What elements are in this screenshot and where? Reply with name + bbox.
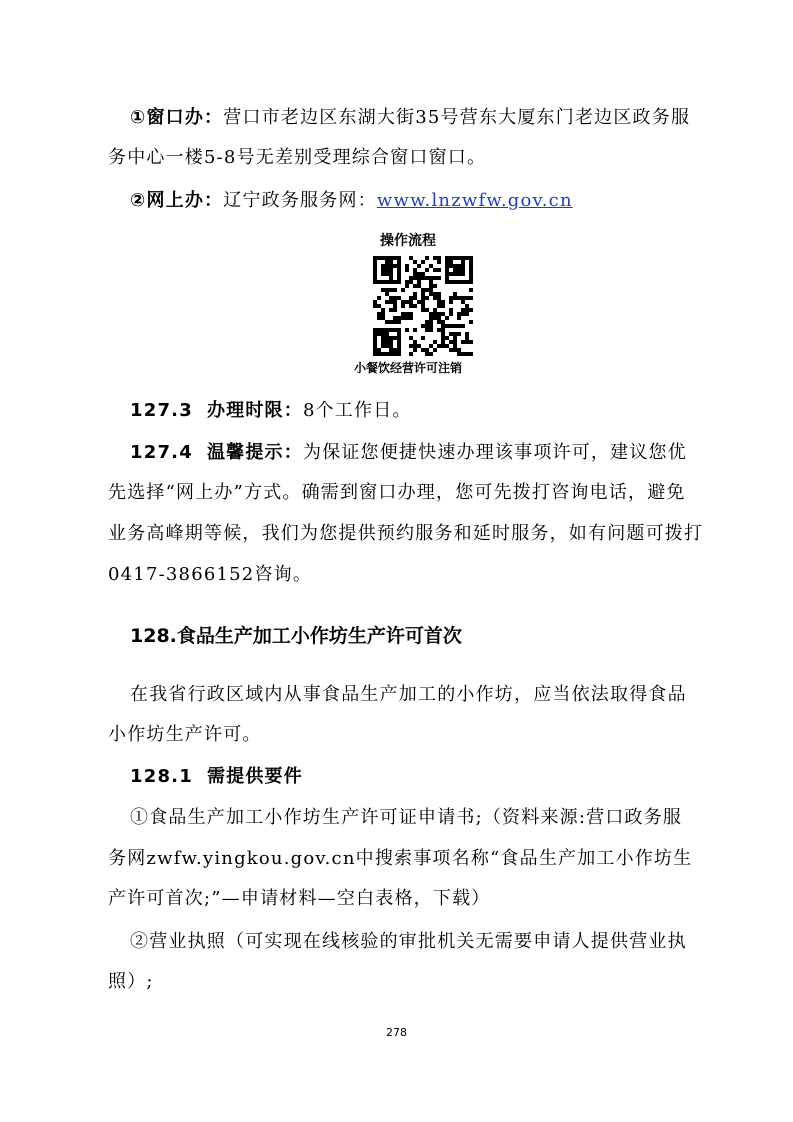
online-office-label: ②网上办：: [130, 190, 224, 211]
online-office-line: [130, 189, 573, 213]
time-limit-label: 办理时限：: [206, 400, 303, 421]
intro-line-2: 小作坊生产许可。: [108, 724, 262, 745]
window-office-line-2: 务中心一楼5-8号无差别受理综合窗口窗口。: [108, 147, 487, 168]
qr-code-image: [373, 256, 473, 356]
section-128-heading: 128.食品生产加工小作坊生产许可首次: [130, 625, 462, 647]
window-office-line-1: [130, 106, 690, 130]
qr-title: 操作流程: [380, 233, 436, 249]
page-number: 278: [386, 1026, 407, 1039]
time-limit-line: [130, 399, 412, 423]
tips-text-1: 为保证您便捷快速办理该事项许可，建议您优: [302, 442, 687, 463]
tips-line-4: 0417-3866152咨询。: [108, 564, 313, 585]
materials-heading: [130, 765, 303, 789]
window-office-label: ①窗口办：: [130, 107, 224, 128]
material-item-2-line-1: ②营业执照（可实现在线核验的审批机关无需要申请人提供营业执: [130, 931, 687, 952]
material-item-1-line-3: 产许可首次;”—申请材料—空白表格，下载）: [108, 888, 491, 909]
lnzwfw-link[interactable]: www.lnzwfw.gov.cn: [376, 190, 573, 211]
tips-number: 127.4: [130, 442, 193, 463]
time-limit-number: 127.3: [130, 400, 193, 421]
material-item-1-line-2: 务网zwfw.yingkou.gov.cn中搜索事项名称“食品生产加工小作坊生: [108, 848, 693, 869]
time-limit-text: 8个工作日。: [302, 400, 412, 421]
online-office-text: 辽宁政务服务网：: [223, 190, 377, 211]
tips-line-2: 先选择“网上办”方式。确需到窗口办理，您可先拨打咨询电话，避免: [108, 482, 686, 503]
qr-caption: 小餐饮经营许可注销: [353, 361, 462, 375]
tips-label: 温馨提示：: [206, 442, 303, 463]
material-item-2-line-2: 照）;: [108, 971, 154, 992]
tips-line-1: [130, 441, 687, 465]
material-item-1-line-1: ①食品生产加工小作坊生产许可证申请书;（资料来源:营口政务服: [130, 807, 683, 828]
window-office-address: 营口市老边区东湖大街35号营东大厦东门老边区政务服: [223, 107, 691, 128]
materials-number: 128.1: [130, 766, 193, 787]
tips-line-3: 业务高峰期等候，我们为您提供预约服务和延时服务，如有问题可拨打: [108, 523, 704, 544]
intro-line-1: 在我省行政区域内从事食品生产加工的小作坊，应当依法取得食品: [130, 684, 687, 705]
materials-label: 需提供要件: [206, 766, 303, 787]
